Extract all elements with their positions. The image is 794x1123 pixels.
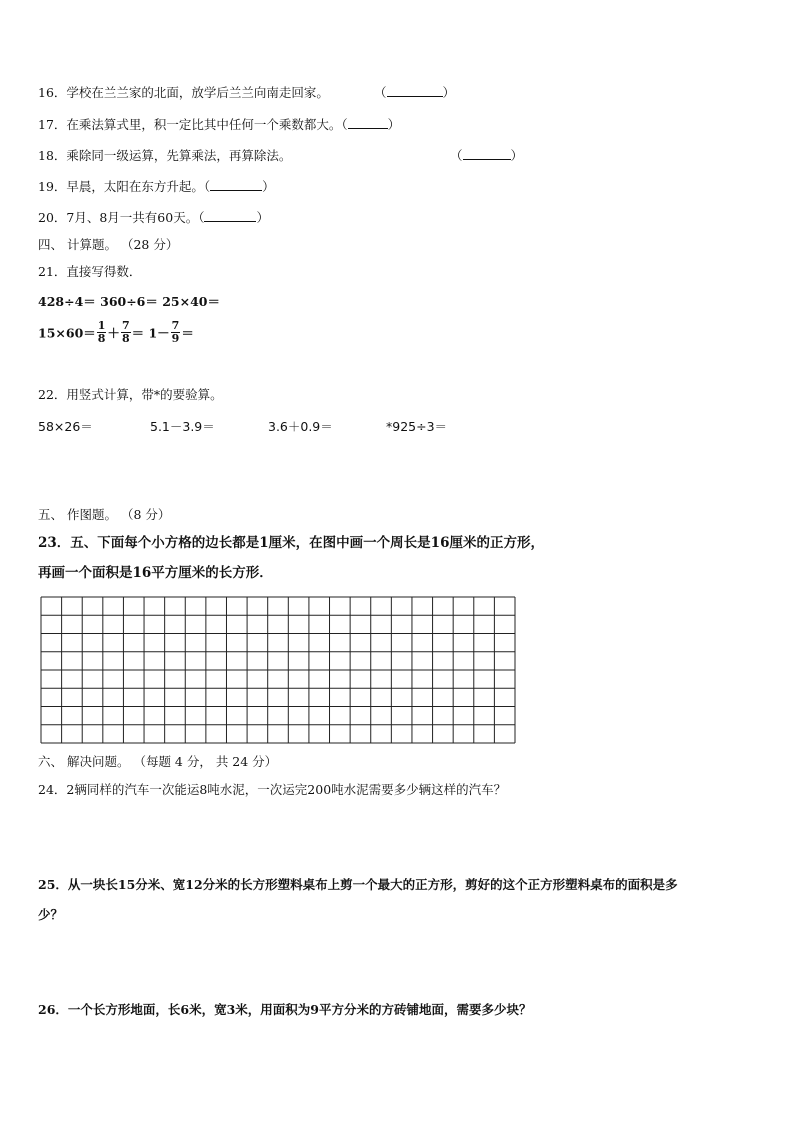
question-number: 17． [38, 117, 67, 132]
fraction-7-9 [171, 320, 181, 345]
question-18 [38, 146, 291, 164]
numerator: 7 [121, 319, 130, 332]
drawing-grid[interactable] [40, 596, 516, 744]
question-22-item: *925÷3＝ [386, 419, 448, 434]
question-text: 学校在兰兰家的北面，放学后兰兰向南走回家。 [66, 85, 329, 100]
question-16 [38, 83, 329, 101]
question-23-line-2: 再画一个面积是16平方厘米的长方形． [38, 565, 273, 581]
question-number: 19． [38, 179, 67, 194]
question-21-row-1: 428÷4＝ 360÷6＝ 25×40＝ [38, 294, 220, 309]
section-5-heading: 五、 作图题。 （8 分） [38, 507, 171, 522]
denominator: 8 [121, 332, 130, 345]
question-21-prompt: 21．直接写得数． [38, 264, 142, 279]
fraction-1-8 [97, 320, 107, 345]
question-22-prompt: 22．用竖式计算，带*的要验算。 [38, 387, 223, 402]
question-number: 18． [38, 148, 67, 163]
numerator: 1 [97, 319, 106, 332]
close-paren: ） [510, 148, 524, 163]
close-paren: ） [262, 179, 275, 194]
question-17 [38, 115, 400, 133]
open-paren: （ [450, 148, 463, 163]
question-text: 在乘法算式里，积一定比其中任何一个乘数都大。（ [66, 117, 348, 132]
question-21-row-2 [38, 320, 194, 345]
question-22-item: 3.6＋0.9＝ [268, 419, 333, 434]
close-paren: ） [442, 85, 456, 100]
question-23-line-1: 23．五、下面每个小方格的边长都是1厘米，在图中画一个周长是16厘米的正方形， [38, 535, 544, 551]
plus-sign: ＋ [107, 325, 120, 341]
question-26: 26．一个长方形地面，长6米，宽3米，用面积为9平方分米的方砖铺地面，需要多少块？ [38, 1002, 532, 1017]
answer-blank-16[interactable] [374, 83, 455, 101]
question-24: 24．2辆同样的汽车一次能运8吨水泥，一次运完200吨水泥需要多少辆这样的汽车？ [38, 782, 507, 797]
question-text: 7月、8月一共有60天。（ [66, 210, 205, 225]
question-number: 20． [38, 210, 67, 225]
section-4-heading: 四、 计算题。 （28 分） [38, 237, 179, 252]
numerator: 7 [171, 319, 180, 332]
question-25-line-2: 少？ [38, 907, 64, 922]
answer-blank-19[interactable] [210, 178, 262, 191]
expr-15x60: 15×60＝ [38, 325, 96, 341]
answer-blank-17[interactable] [348, 116, 388, 129]
denominator: 8 [97, 332, 106, 345]
section-6-heading: 六、 解决问题。 （每题 4 分， 共 24 分） [38, 754, 278, 769]
question-22-item: 58×26＝ [38, 419, 93, 434]
question-22-item: 5.1－3.9＝ [150, 419, 215, 434]
blank-line [463, 147, 511, 160]
close-paren: ） [387, 117, 401, 132]
denominator: 9 [171, 332, 180, 345]
question-text: 乘除同一级运算，先算乘法，再算除法。 [66, 148, 292, 163]
question-20 [38, 208, 269, 226]
question-number: 16． [38, 85, 67, 100]
close-paren: ） [256, 210, 269, 225]
question-text: 早晨，太阳在东方升起。（ [66, 179, 211, 194]
blank-line [387, 84, 443, 97]
answer-blank-18[interactable] [450, 146, 523, 164]
question-25-line-1: 25．从一块长15分米、宽12分米的长方形塑料桌布上剪一个最大的正方形，剪好的这个正方形塑料桌布的面积是多 [38, 877, 678, 892]
answer-blank-20[interactable] [204, 209, 256, 222]
question-19 [38, 177, 275, 195]
open-paren: （ [374, 85, 387, 100]
equals-sign: ＝ [181, 325, 194, 341]
fraction-7-8 [121, 320, 131, 345]
equals-one-minus: ＝ 1－ [131, 325, 170, 341]
